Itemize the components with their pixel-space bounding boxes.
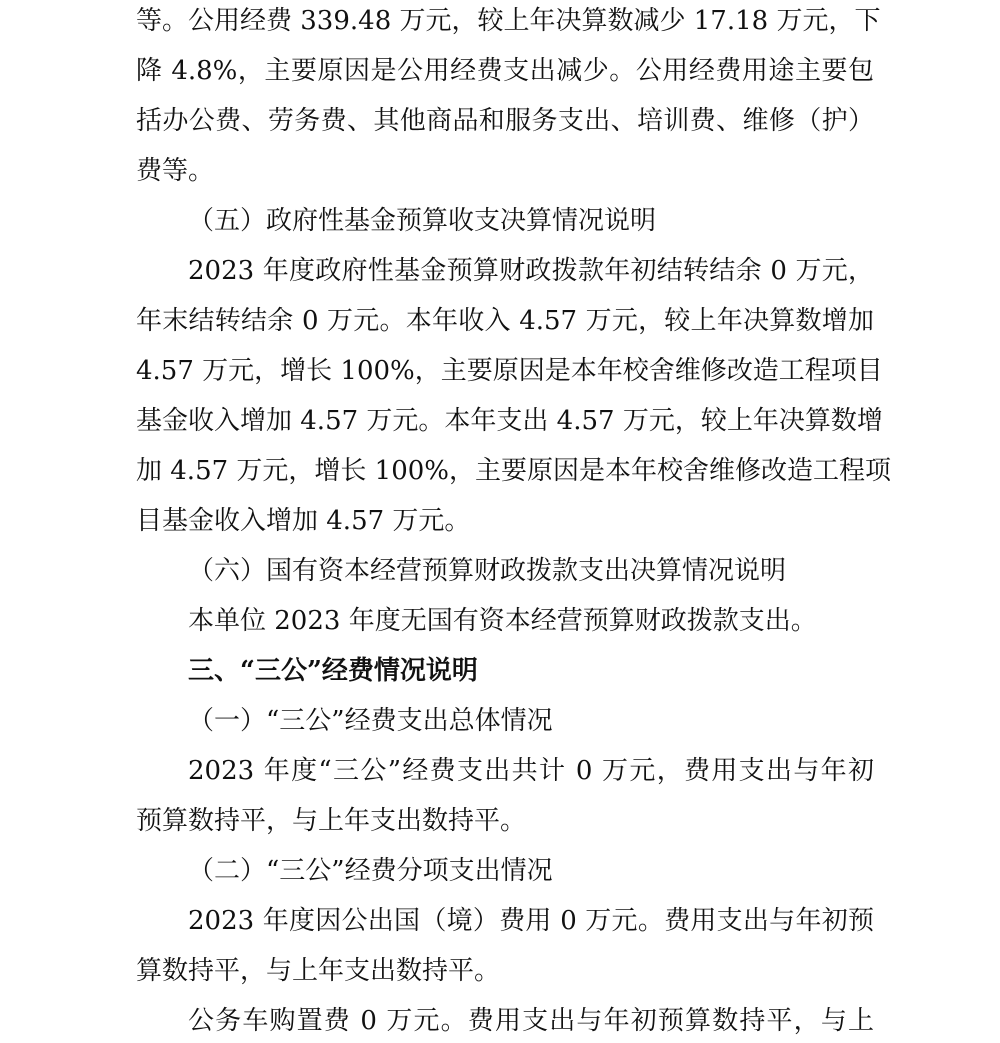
section-heading-sub-2: （二）“三公”经费分项支出情况 <box>188 856 553 886</box>
paragraph-line: 4.57 万元，增长 100%，主要原因是本年校舍维修改造工程项目 <box>136 356 883 386</box>
paragraph-line: 2023 年度政府性基金预算财政拨款年初结转结余 0 万元， <box>188 256 874 286</box>
paragraph-line: 预算数持平，与上年支出数持平。 <box>136 806 527 836</box>
paragraph-line: 目基金收入增加 4.57 万元。 <box>136 506 471 536</box>
paragraph-line: 算数持平，与上年支出数持平。 <box>136 956 501 986</box>
paragraph-line: 降 4.8%，主要原因是公用经费支出减少。公用经费用途主要包 <box>136 56 874 86</box>
paragraph-line: 公务车购置费 0 万元。费用支出与年初预算数持平，与上 <box>188 1006 874 1036</box>
paragraph-line: 基金收入增加 4.57 万元。本年支出 4.57 万元，较上年决算数增 <box>136 406 883 436</box>
paragraph-line: 年末结转结余 0 万元。本年收入 4.57 万元，较上年决算数增加 <box>136 306 874 336</box>
paragraph-line: 本单位 2023 年度无国有资本经营预算财政拨款支出。 <box>188 606 817 636</box>
section-heading-6: （六）国有资本经营预算财政拨款支出决算情况说明 <box>188 556 787 586</box>
paragraph-line: 2023 年度“三公”经费支出共计 0 万元，费用支出与年初 <box>188 756 874 786</box>
paragraph-line: 加 4.57 万元，增长 100%，主要原因是本年校舍维修改造工程项 <box>136 456 892 486</box>
paragraph-line: 费等。 <box>136 156 215 186</box>
section-heading-sub-1: （一）“三公”经费支出总体情况 <box>188 706 553 736</box>
paragraph-line: 括办公费、劳务费、其他商品和服务支出、培训费、维修（护） <box>136 106 874 136</box>
chapter-heading-three: 三、“三公”经费情况说明 <box>188 656 478 686</box>
paragraph-line: 2023 年度因公出国（境）费用 0 万元。费用支出与年初预 <box>188 906 874 936</box>
paragraph-line: 等。公用经费 339.48 万元，较上年决算数减少 17.18 万元，下 <box>136 6 881 36</box>
section-heading-5: （五）政府性基金预算收支决算情况说明 <box>188 206 657 236</box>
